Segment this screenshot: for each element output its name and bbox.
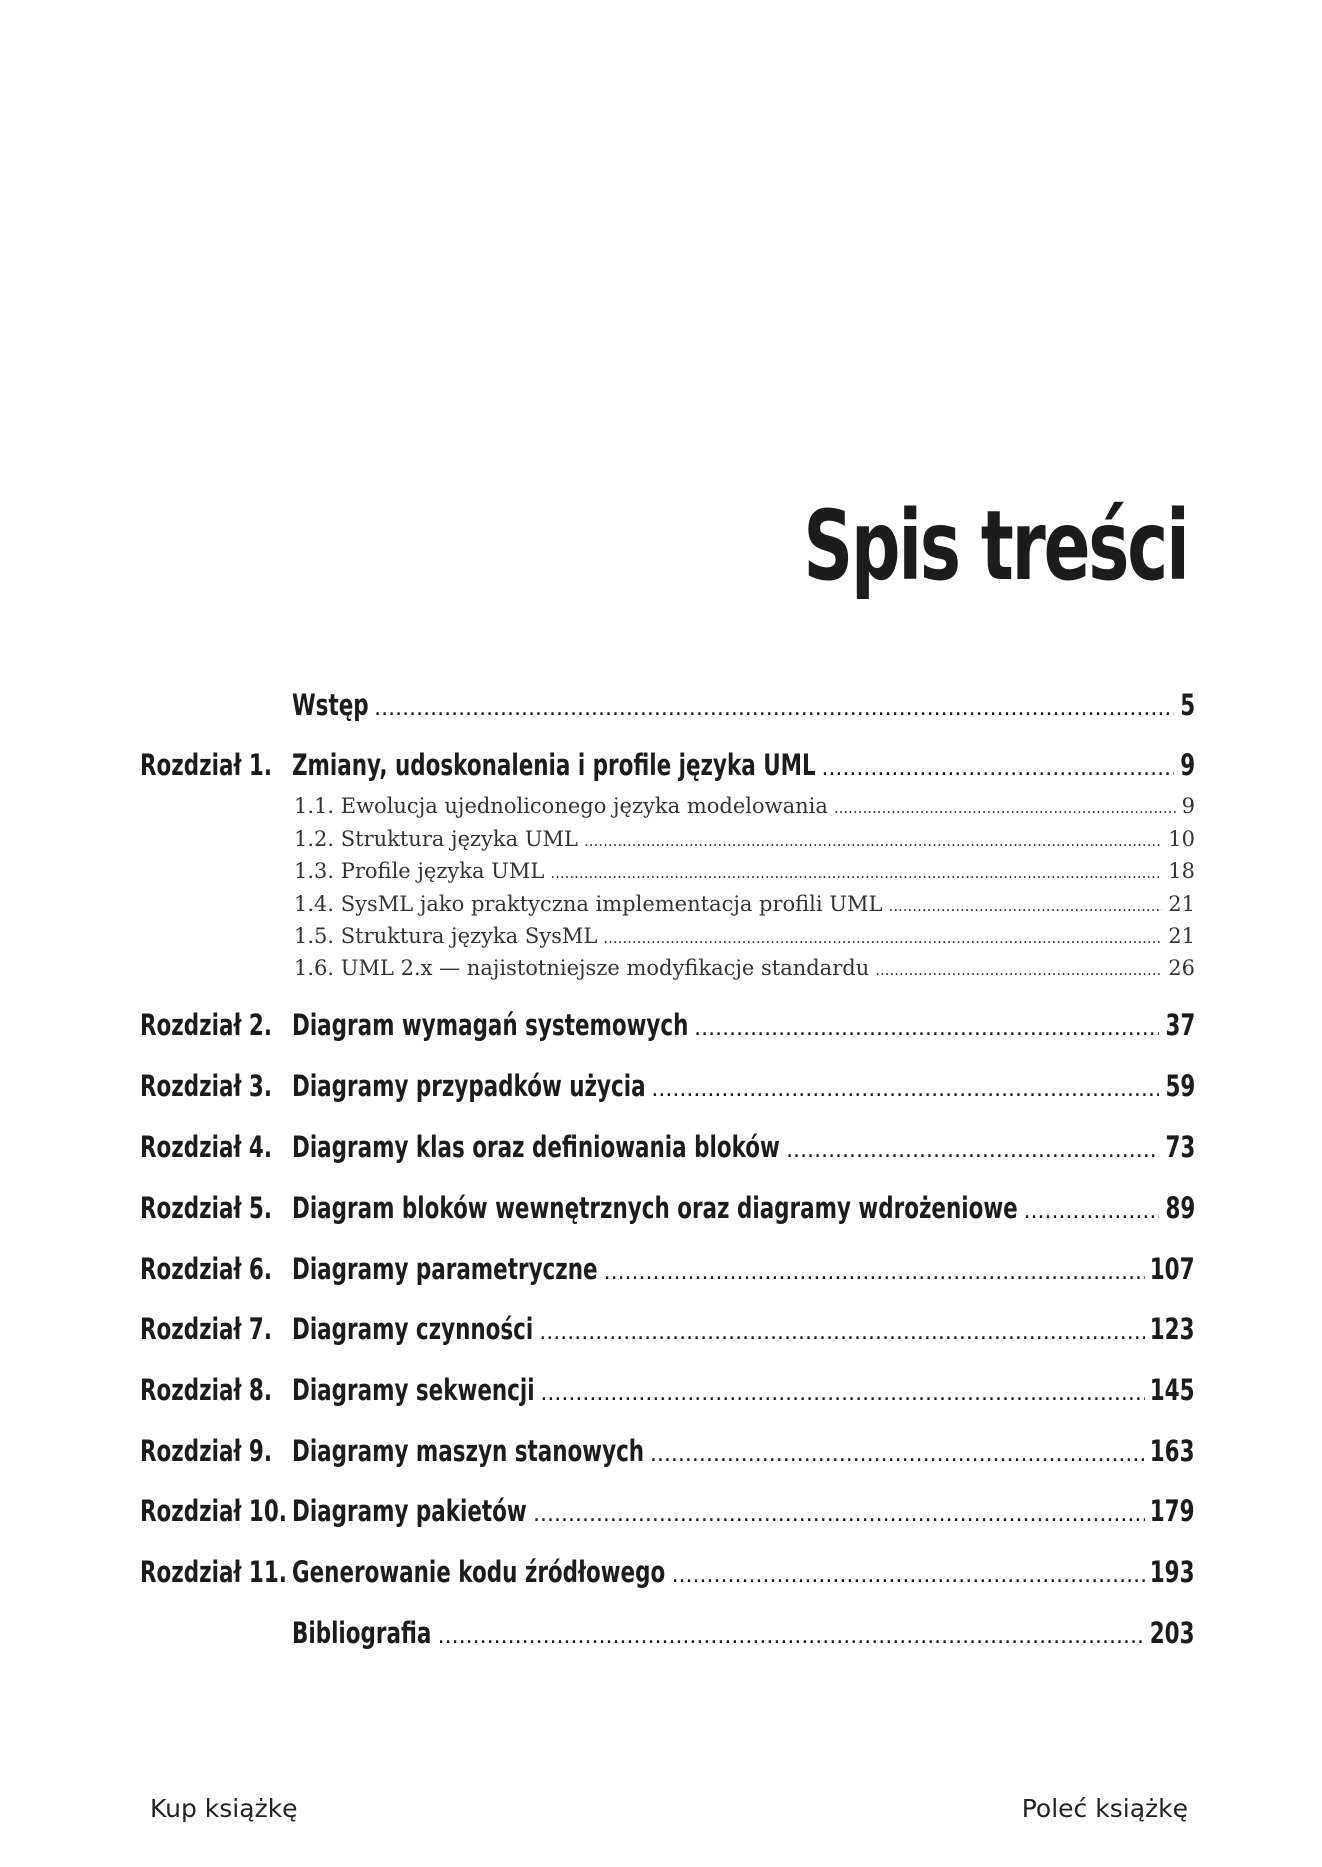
toc-entry[interactable] xyxy=(140,1252,1195,1296)
toc-page-number xyxy=(1165,1130,1195,1164)
toc-title: 1.5. Struktura języka SysML xyxy=(294,924,598,948)
dot-leader xyxy=(1023,1199,1158,1224)
toc-page-number-text: 73 xyxy=(1165,1130,1195,1164)
toc-page-number-text: 26 xyxy=(1168,956,1195,980)
toc-chapter-label xyxy=(140,1312,292,1346)
dot-leader xyxy=(786,1138,1159,1163)
toc-page-number-text: 203 xyxy=(1150,1616,1195,1650)
toc-page-number xyxy=(1151,1312,1195,1346)
toc-chapter-label xyxy=(140,748,292,782)
dot-leader xyxy=(374,696,1174,721)
toc-page-number xyxy=(1151,1373,1195,1407)
toc-chapter-label-text: Rozdział 1. xyxy=(140,748,272,782)
toc-page-number xyxy=(1168,827,1195,851)
toc-page-number xyxy=(1165,1008,1195,1042)
toc-page-number xyxy=(1168,924,1195,948)
toc-title: 1.6. UML 2.x — najistotniejsze modyfikacje standardu xyxy=(294,956,870,980)
dot-leader xyxy=(834,799,1176,817)
toc-entry[interactable] xyxy=(140,1191,1195,1235)
toc-title-wrap xyxy=(292,1494,1151,1528)
toc-page-number-text: 18 xyxy=(1168,859,1195,883)
toc-page-number xyxy=(1168,859,1195,883)
toc-entry[interactable] xyxy=(140,1373,1195,1417)
toc-title: Generowanie kodu źródłowego xyxy=(292,1555,666,1589)
toc-title-wrap xyxy=(292,1312,1151,1346)
toc-page-number-text: 9 xyxy=(1180,748,1195,782)
toc-chapter-label-text: Rozdział 8. xyxy=(140,1373,272,1407)
dot-leader xyxy=(603,929,1162,947)
toc-page-number xyxy=(1151,1494,1195,1528)
toc-title-wrap xyxy=(292,748,1180,782)
toc-chapter-label xyxy=(140,1008,292,1042)
toc-chapter-label xyxy=(140,1373,292,1407)
toc-page-number xyxy=(1182,794,1195,818)
toc-chapter-label-text: Rozdział 10. xyxy=(140,1494,287,1528)
toc-chapter-label xyxy=(140,1130,292,1164)
toc-page-number-text: 193 xyxy=(1150,1555,1195,1589)
toc-chapter-label xyxy=(140,688,292,722)
toc-chapter-label-text: Rozdział 4. xyxy=(140,1130,272,1164)
toc-title-wrap xyxy=(292,1191,1165,1225)
toc-chapter-label-text: Rozdział 5. xyxy=(140,1191,272,1225)
toc-subentry[interactable] xyxy=(140,794,1195,826)
toc-title-wrap xyxy=(292,1252,1151,1286)
toc-title-wrap xyxy=(292,1616,1151,1650)
toc-chapter-label-text: Rozdział 7. xyxy=(140,1312,272,1346)
toc-subentry[interactable] xyxy=(140,827,1195,859)
dot-leader xyxy=(651,1077,1158,1102)
toc-page-number-text: 59 xyxy=(1165,1069,1195,1103)
toc-chapter-label-text: Rozdział 9. xyxy=(140,1434,272,1468)
toc-page-number-text: 10 xyxy=(1168,827,1195,851)
toc-entry[interactable] xyxy=(140,1312,1195,1356)
toc-title-wrap xyxy=(140,794,1182,818)
toc-chapter-label-text: Rozdział 2. xyxy=(140,1008,272,1042)
toc-chapter-label xyxy=(140,1494,292,1528)
dot-leader xyxy=(438,1624,1145,1649)
toc-title: Diagramy parametryczne xyxy=(292,1252,598,1286)
toc-page-number-text: 21 xyxy=(1168,892,1195,916)
toc-title-wrap xyxy=(292,1434,1151,1468)
toc-entry[interactable] xyxy=(140,688,1195,732)
dot-leader xyxy=(550,864,1162,882)
toc-entry[interactable] xyxy=(140,1555,1195,1599)
toc-title: Bibliografia xyxy=(292,1616,432,1650)
toc-page-number-text: 163 xyxy=(1150,1434,1195,1468)
page-title: Spis treści xyxy=(803,490,1188,602)
buy-book-link[interactable]: Kup książkę xyxy=(150,1794,298,1823)
dot-leader xyxy=(888,897,1162,915)
toc-title: Diagram wymagań systemowych xyxy=(292,1008,689,1042)
toc-page-number xyxy=(1151,1434,1195,1468)
toc-entry[interactable] xyxy=(140,1008,1195,1052)
toc-title: 1.2. Struktura języka UML xyxy=(294,827,578,851)
toc-title-wrap xyxy=(140,827,1168,851)
toc-page-number-text: 5 xyxy=(1180,688,1195,722)
toc-page-number xyxy=(1151,1616,1195,1650)
toc-page-number-text: 179 xyxy=(1150,1494,1195,1528)
toc-chapter-label-text: Rozdział 11. xyxy=(140,1555,287,1589)
toc-title: Diagramy przypadków użycia xyxy=(292,1069,646,1103)
toc-chapter-label xyxy=(140,1069,292,1103)
dot-leader xyxy=(539,1320,1144,1345)
toc-title-wrap xyxy=(292,688,1180,722)
toc-subentry[interactable] xyxy=(140,956,1195,988)
toc-page-number xyxy=(1168,892,1195,916)
dot-leader xyxy=(821,756,1173,781)
toc-page-number-text: 145 xyxy=(1150,1373,1195,1407)
toc-title: Wstęp xyxy=(292,688,369,722)
toc-page-number-text: 37 xyxy=(1165,1008,1195,1042)
toc-entry[interactable] xyxy=(140,1616,1195,1660)
dot-leader xyxy=(604,1260,1145,1285)
toc-chapter-label xyxy=(140,1191,292,1225)
toc-entry[interactable] xyxy=(140,748,1195,792)
toc-title-wrap xyxy=(292,1373,1151,1407)
toc-title: Diagramy sekwencji xyxy=(292,1373,535,1407)
toc-title-wrap xyxy=(140,892,1168,916)
toc-title-wrap xyxy=(292,1008,1165,1042)
toc-title: Diagram bloków wewnętrznych oraz diagramy wdrożeniowe xyxy=(292,1191,1018,1225)
toc-title-wrap xyxy=(140,956,1168,980)
toc-title-wrap xyxy=(140,924,1168,948)
toc-subentry[interactable] xyxy=(140,859,1195,891)
toc-title: Diagramy czynności xyxy=(292,1312,534,1346)
toc-subentry[interactable] xyxy=(140,892,1195,924)
toc-chapter-label xyxy=(140,1555,292,1589)
toc-title: 1.3. Profile języka UML xyxy=(294,859,545,883)
dot-leader xyxy=(540,1381,1144,1406)
toc-title-wrap xyxy=(292,1069,1165,1103)
toc-page-number xyxy=(1165,1069,1195,1103)
toc-page-number-text: 89 xyxy=(1165,1191,1195,1225)
toc-page-number xyxy=(1180,688,1195,722)
toc-title: 1.1. Ewolucja ujednoliconego języka modelowania xyxy=(294,794,828,818)
toc-entry[interactable] xyxy=(140,1069,1195,1113)
toc-title-wrap xyxy=(140,859,1168,883)
toc-chapter-label xyxy=(140,1434,292,1468)
toc-chapter-label xyxy=(140,1616,292,1650)
dot-leader xyxy=(650,1442,1145,1467)
dot-leader xyxy=(694,1016,1159,1041)
toc-page-number xyxy=(1151,1252,1195,1286)
toc-entry[interactable] xyxy=(140,1494,1195,1538)
toc-title: Diagramy klas oraz definiowania bloków xyxy=(292,1130,780,1164)
toc-page-number-text: 21 xyxy=(1168,924,1195,948)
toc-title: Zmiany, udoskonalenia i profile języka UML xyxy=(292,748,816,782)
dot-leader xyxy=(875,961,1162,979)
toc-page-number xyxy=(1165,1191,1195,1225)
toc-page-number xyxy=(1180,748,1195,782)
toc-entry[interactable] xyxy=(140,1434,1195,1478)
toc-title-wrap xyxy=(292,1555,1151,1589)
recommend-book-link[interactable]: Poleć książkę xyxy=(1021,1794,1188,1823)
toc-page-number xyxy=(1151,1555,1195,1589)
toc-title-wrap xyxy=(292,1130,1165,1164)
toc-page-number-text: 123 xyxy=(1150,1312,1195,1346)
dot-leader xyxy=(672,1563,1145,1588)
toc-subentry[interactable] xyxy=(140,924,1195,956)
toc-title: Diagramy pakietów xyxy=(292,1494,527,1528)
toc-page-number xyxy=(1168,956,1195,980)
toc-page-number-text: 9 xyxy=(1181,794,1195,818)
dot-leader xyxy=(533,1502,1145,1527)
toc-title: Diagramy maszyn stanowych xyxy=(292,1434,645,1468)
toc-entry[interactable] xyxy=(140,1130,1195,1174)
toc-chapter-label xyxy=(140,1252,292,1286)
toc-chapter-label-text: Rozdział 6. xyxy=(140,1252,272,1286)
toc-title: 1.4. SysML jako praktyczna implementacja profili UML xyxy=(294,892,883,916)
dot-leader xyxy=(584,832,1162,850)
toc-page-number-text: 107 xyxy=(1150,1252,1195,1286)
toc-chapter-label-text: Rozdział 3. xyxy=(140,1069,272,1103)
